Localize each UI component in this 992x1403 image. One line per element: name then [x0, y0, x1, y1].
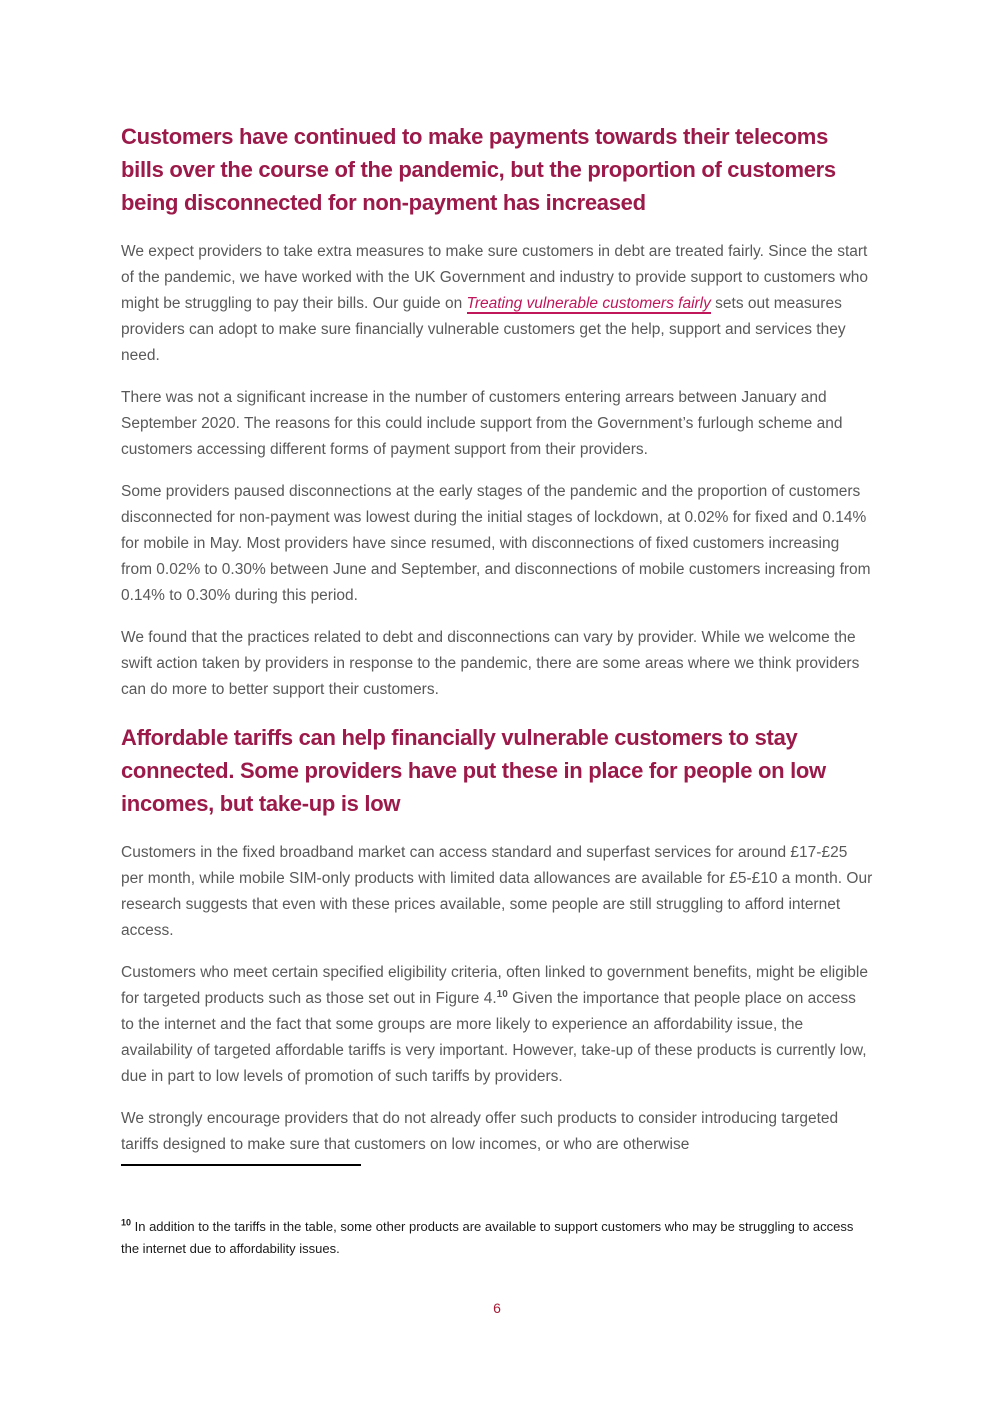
- paragraph-debt-measures-text-before: We expect providers to take extra measures to make sure customers in debt are treated fairly. Since the start of the pandemic, we have worked with the UK Government and industry to provide support to customers who might be struggling to pay their bills. Our guide on: [121, 243, 868, 312]
- paragraph-debt-measures-text-after: sets out measures providers can adopt to make sure financially vulnerable customers get the help, support and services they need.: [121, 295, 846, 364]
- footnote-reference-10: 10: [496, 988, 508, 1000]
- page-number: 6: [493, 1300, 501, 1316]
- paragraph-eligibility-text-after: Given the importance that people place on access to the internet and the fact that some groups are more likely to experience an affordability issue, the availability of targeted affordable tariffs is very important. However, take-up of these products is currently low, due in part to low levels of promotion of such tariffs by providers.: [121, 990, 867, 1085]
- paragraph-provider-practices: We found that the practices related to debt and disconnections can vary by provider. While we welcome the swift action taken by providers in response to the pandemic, there are some areas where we think providers can do more to better support their customers.: [121, 629, 860, 698]
- paragraph-eligibility: [121, 960, 873, 1090]
- paragraph-debt-measures: [121, 239, 873, 369]
- paragraph-disconnections: Some providers paused disconnections at the early stages of the pandemic and the proportion of customers disconnected for non-payment was lowest during the initial stages of lockdown, at 0.02% for fixed and 0.14% for mobile in May. Most providers have since resumed, with disconnections of fixed customers increasing from 0.02% to 0.30% between June and September, and disconnections of mobile customers increasing from 0.14% to 0.30% during this period.: [121, 483, 871, 604]
- heading-payments-disconnections: Customers have continued to make payments towards their telecoms bills over the course of the pandemic, but the proportion of customers being disconnected for non-payment has increased: [121, 124, 836, 215]
- heading-affordable-tariffs: Affordable tariffs can help financially vulnerable customers to stay connected. Some providers have put these in place for people on low incomes, but take-up is low: [121, 725, 826, 816]
- footnote-10: [121, 1216, 873, 1260]
- footnote-10-marker: 10: [121, 1217, 132, 1228]
- footnote-10-text: In addition to the tariffs in the table, some other products are available to support customers who may be struggling to access the internet due to affordability issues.: [121, 1219, 854, 1256]
- footnote-separator-rule: [121, 1164, 361, 1166]
- document-page: [121, 120, 873, 1316]
- paragraph-arrears: There was not a significant increase in the number of customers entering arrears between January and September 2020. The reasons for this could include support from the Government’s furlough scheme and customers accessing different forms of payment support from their providers.: [121, 389, 843, 458]
- paragraph-eligibility-text-before: Customers who meet certain specified eligibility criteria, often linked to government benefits, might be eligible for targeted products such as those set out in Figure 4.: [121, 964, 868, 1007]
- paragraph-encourage-providers: We strongly encourage providers that do not already offer such products to consider introducing targeted tariffs designed to make sure that customers on low incomes, or who are otherwise: [121, 1110, 839, 1153]
- paragraph-market-prices: Customers in the fixed broadband market can access standard and superfast services for around £17-£25 per month, while mobile SIM-only products with limited data allowances are available for £5-£10 a month. Our research suggests that even with these prices available, some people are still struggling to afford internet access.: [121, 844, 873, 939]
- treating-vulnerable-customers-fairly-link[interactable]: Treating vulnerable customers fairly: [466, 295, 711, 312]
